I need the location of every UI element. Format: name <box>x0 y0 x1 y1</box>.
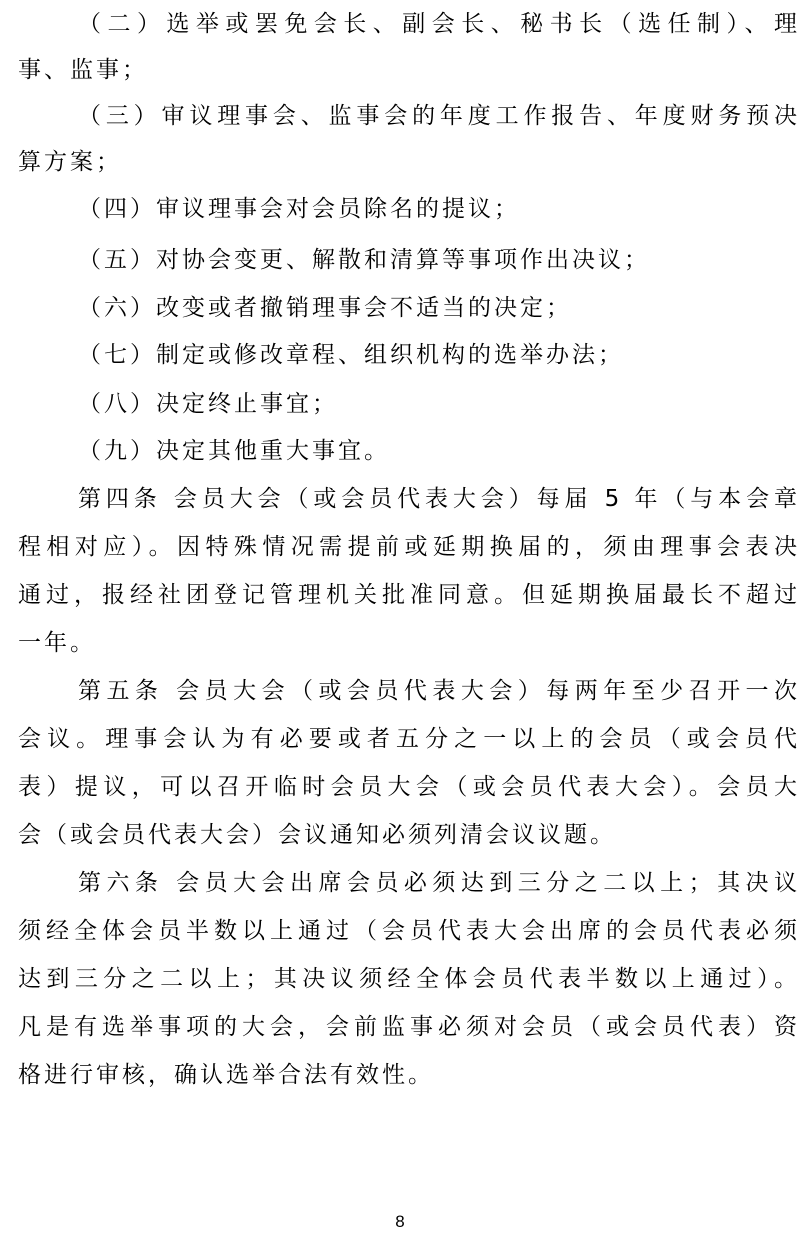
text-line: 事、监事； <box>18 57 148 83</box>
text-line: 通过，报经社团登记管理机关批准同意。但延期换届最长不超过 <box>18 582 800 608</box>
text-line: 会（或会员代表大会）会议通知必须列清会议议题。 <box>18 822 616 848</box>
document-page <box>18 0 800 1243</box>
text-line: 第五条 会员大会（或会员代表大会）每两年至少召开一次 <box>78 678 800 704</box>
text-line: （六）改变或者撤销理事会不适当的决定； <box>78 295 572 321</box>
text-line: （七）制定或修改章程、组织机构的选举办法； <box>78 342 624 368</box>
text-line: 表）提议，可以召开临时会员大会（或会员代表大会）。会员大 <box>18 774 800 800</box>
text-line: （九）决定其他重大事宜。 <box>78 438 390 464</box>
text-line: 格进行审核，确认选举合法有效性。 <box>18 1062 434 1088</box>
page-number: 8 <box>395 1212 405 1231</box>
text-line: （五）对协会变更、解散和清算等事项作出决议； <box>78 247 650 273</box>
text-line: 凡是有选举事项的大会，会前监事必须对会员（或会员代表）资 <box>18 1014 800 1040</box>
text-line: 会议。理事会认为有必要或者五分之一以上的会员（或会员代 <box>18 726 800 752</box>
text-line: 须经全体会员半数以上通过（会员代表大会出席的会员代表必须 <box>18 918 800 944</box>
text-line: （二）选举或罢免会长、副会长、秘书长（选任制）、理 <box>78 11 800 37</box>
text-line: 达到三分之二以上；其决议须经全体会员代表半数以上通过）。 <box>18 966 800 992</box>
text-line: 第六条 会员大会出席会员必须达到三分之二以上；其决议 <box>78 870 800 896</box>
text-line: （四）审议理事会对会员除名的提议； <box>78 196 520 222</box>
text-line: 算方案； <box>18 149 122 175</box>
text-line: （三）审议理事会、监事会的年度工作报告、年度财务预决 <box>78 103 800 129</box>
text-line: 第四条 会员大会（或会员代表大会）每届 5 年（与本会章 <box>78 486 800 512</box>
text-line: 一年。 <box>18 630 96 656</box>
text-line: （八）决定终止事宜； <box>78 391 338 417</box>
text-line: 程相对应）。因特殊情况需提前或延期换届的，须由理事会表决 <box>18 534 800 560</box>
